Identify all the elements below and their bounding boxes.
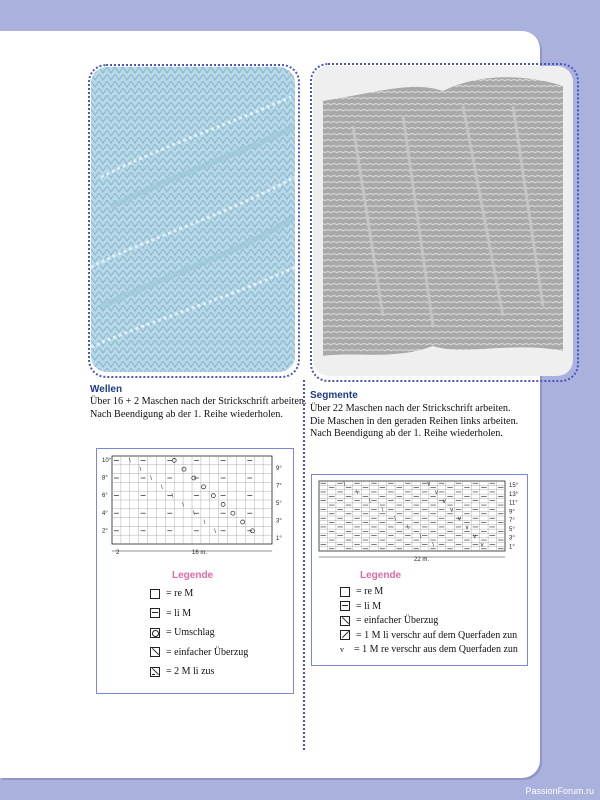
slip-decrease-icon <box>340 616 350 626</box>
decrease-mark: \ <box>214 528 216 535</box>
increase-mark: v <box>450 507 454 514</box>
decrease-mark: \ <box>356 490 358 497</box>
decrease-mark: \ <box>368 498 371 505</box>
decrease-mark: \ <box>150 476 152 482</box>
row-label: 5° <box>276 501 282 507</box>
row-label: 10° <box>102 458 112 464</box>
legend-text: = re M <box>356 586 384 597</box>
decrease-mark: \ <box>419 533 422 540</box>
increase-mark: v <box>480 542 484 549</box>
chart-bottom-label: 2 <box>116 550 120 556</box>
legend-title-left: Legende <box>172 570 214 581</box>
legend-item <box>150 666 214 677</box>
row-label: 9° <box>276 465 282 472</box>
purl-icon <box>150 608 160 618</box>
legend-text: = li M <box>356 600 382 612</box>
legend-text: = re M <box>166 588 194 599</box>
purl-icon <box>340 601 350 611</box>
pattern-title-left: Wellen <box>90 384 123 395</box>
row-label: 6° <box>102 493 108 500</box>
legend-title-right: Legende <box>360 570 402 581</box>
legend-item <box>150 588 193 599</box>
legend-text: = 2 M li zus <box>166 666 215 677</box>
decrease-mark: \ <box>343 481 346 488</box>
desc-line: Nach Beendigung ab der 1. Reihe wiederholen. <box>310 428 503 440</box>
decrease-mark: \ <box>394 516 396 523</box>
row-label: 9° <box>509 509 515 516</box>
row-label: 4° <box>102 510 108 517</box>
legend-item <box>150 627 215 638</box>
decrease-mark: \ <box>182 502 184 509</box>
decrease-mark: \ <box>139 467 142 474</box>
desc-line: Nach Beendigung ab der 1. Reihe wiederholen. <box>90 408 283 420</box>
legend-item <box>340 615 438 626</box>
pattern-description-right <box>310 403 518 441</box>
decrease-mark: \ <box>192 511 195 518</box>
legend-item <box>150 608 191 619</box>
row-label: 3° <box>509 535 515 542</box>
decrease-mark: \ <box>381 507 384 514</box>
increase-mark: v <box>473 533 477 540</box>
legend-item <box>340 601 381 612</box>
chart-bottom-label: 16 m. <box>192 550 208 556</box>
k2tog-purl-icon <box>150 667 160 677</box>
row-label: 2° <box>102 528 108 535</box>
row-label: 1° <box>276 536 282 543</box>
knitting-chart-wellen <box>100 452 290 562</box>
desc-line: Über 22 Maschen nach der Strickschrift arbeiten. <box>310 403 511 414</box>
decrease-mark: \ <box>128 458 131 465</box>
chart-bottom-label: 22 m. <box>414 557 430 563</box>
row-label: 7° <box>509 518 515 524</box>
legend-item <box>340 644 518 655</box>
legend-item <box>340 630 517 641</box>
desc-line: Über 16 + 2 Maschen nach der Strickschrift arbeiten. <box>90 396 307 407</box>
legend-item <box>340 586 383 597</box>
knit-icon <box>150 589 160 599</box>
increase-mark: v <box>435 490 439 497</box>
row-label: 1° <box>509 544 515 551</box>
legend-text: = einfacher Überzug <box>166 646 249 658</box>
knit-swatch-wellen <box>91 67 295 372</box>
crossed-purl-icon: v <box>340 646 348 654</box>
row-label: 3° <box>276 518 282 525</box>
watermark-footer: PassionForum.ru <box>525 786 594 796</box>
increase-mark: v <box>465 525 469 532</box>
legend-text: = li M <box>166 607 192 619</box>
increase-mark: v <box>442 498 446 505</box>
row-label: 11° <box>509 500 518 507</box>
knitting-chart-segmente <box>314 478 524 564</box>
legend-text: = einfacher Überzug <box>356 615 439 626</box>
row-label: 13° <box>509 491 519 498</box>
legend-text: = Umschlag <box>166 627 215 638</box>
decrease-mark: \ <box>203 520 206 526</box>
pattern-description-left <box>90 396 307 421</box>
decrease-mark: \ <box>160 484 163 491</box>
crossed-knit-icon <box>340 630 350 640</box>
yarn-over-icon <box>150 628 160 638</box>
row-label: 5° <box>509 526 515 533</box>
row-label: 8° <box>102 475 108 482</box>
row-label: 7° <box>276 483 282 490</box>
decrease-mark: \ <box>432 542 434 549</box>
increase-mark: v <box>427 481 431 488</box>
decrease-mark: \ <box>406 525 409 532</box>
desc-line: Die Maschen in den geraden Reihen links arbeiten. <box>310 415 519 427</box>
row-label: 15° <box>509 483 519 489</box>
decrease-mark: \ <box>171 493 174 500</box>
slip-decrease-icon <box>150 647 160 657</box>
legend-text: = 1 M li verschr auf dem Querfaden zun <box>356 629 518 641</box>
legend-text: = 1 M re verschr aus dem Querfaden zun <box>354 644 518 655</box>
column-divider <box>303 380 305 750</box>
legend-item <box>150 647 248 658</box>
pattern-title-right: Segmente <box>310 390 358 401</box>
knit-swatch-segmente <box>313 66 573 376</box>
knit-icon <box>340 587 350 597</box>
increase-mark: v <box>457 516 461 523</box>
